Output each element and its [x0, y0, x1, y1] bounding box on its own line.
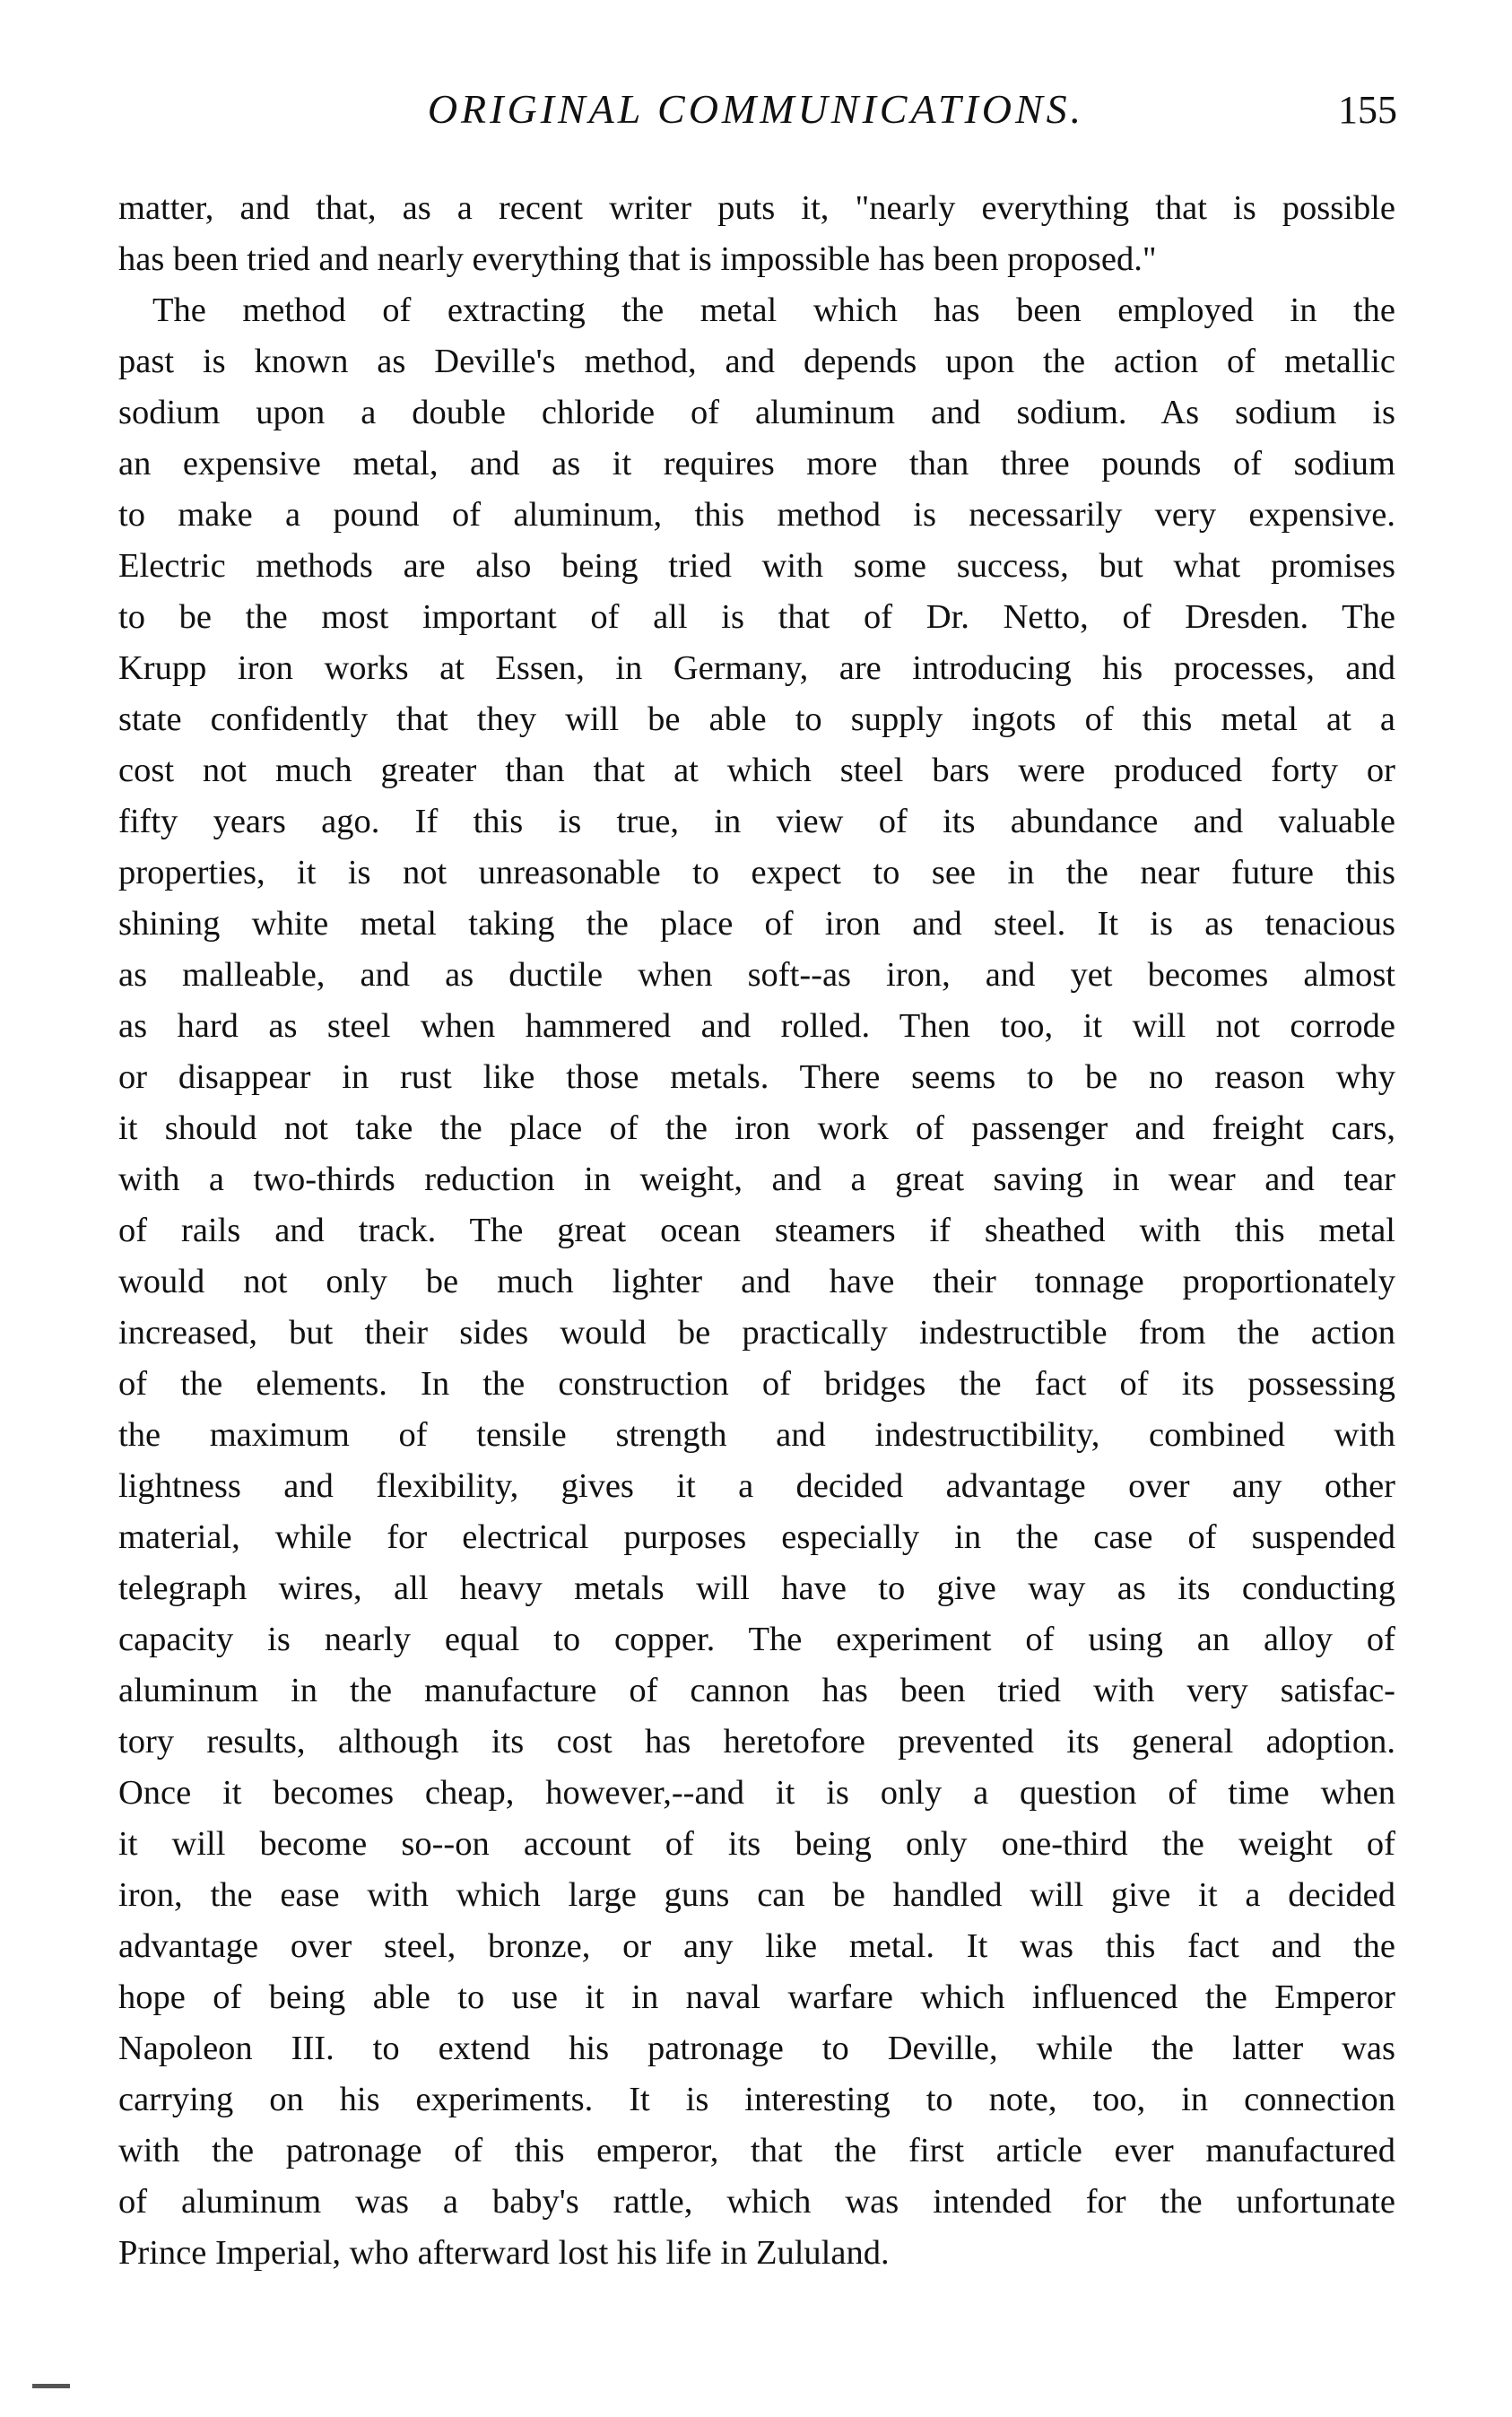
running-head: [0, 85, 1512, 139]
text-line: The method of extracting the metal which has been employed in the: [152, 291, 1395, 329]
text-line: fifty years ago. If this is true, in view of its abundance and valuable: [118, 803, 1395, 840]
text-line: shining white metal taking the place of iron and steel. It is as tenacious: [118, 905, 1395, 943]
text-line: it will become so--on account of its being only one-third the weight of: [118, 1825, 1395, 1863]
text-line: lightness and flexibility, gives it a decided advantage over any other: [118, 1467, 1395, 1505]
text-line: it should not take the place of the iron work of passenger and freight cars,: [118, 1109, 1395, 1147]
text-line: to be the most important of all is that of Dr. Netto, of Dresden. The: [118, 598, 1395, 636]
text-line: properties, it is not unreasonable to expect to see in the near future this: [118, 854, 1395, 891]
text-line: of rails and track. The great ocean steamers if sheathed with this metal: [118, 1212, 1395, 1249]
text-line: as malleable, and as ductile when soft--as iron, and yet becomes almost: [118, 956, 1395, 994]
text-line: Prince Imperial, who afterward lost his life in Zululand.: [118, 2234, 890, 2272]
page-number: 155: [1338, 88, 1397, 132]
text-line: with a two-thirds reduction in weight, and a great saving in wear and tear: [118, 1161, 1395, 1198]
text-line: aluminum in the manufacture of cannon has been tried with very satisfac-: [118, 1672, 1395, 1709]
text-line: iron, the ease with which large guns can be handled will give it a decided: [118, 1876, 1395, 1914]
text-line: material, while for electrical purposes especially in the case of suspended: [118, 1518, 1395, 1556]
text-line: Krupp iron works at Essen, in Germany, are introducing his processes, and: [118, 649, 1395, 687]
text-line: capacity is nearly equal to copper. The experiment of using an alloy of: [118, 1621, 1395, 1658]
text-line: state confidently that they will be able to supply ingots of this metal at a: [118, 700, 1395, 738]
text-line: cost not much greater than that at which steel bars were produced forty or: [118, 752, 1395, 789]
body-text: [118, 183, 1395, 2279]
text-line: hope of being able to use it in naval warfare which influenced the Emperor: [118, 1978, 1395, 2016]
text-line: past is known as Deville's method, and depends upon the action of metallic: [118, 343, 1395, 380]
text-line: matter, and that, as a recent writer puts it, "nearly everything that is possible: [118, 189, 1395, 227]
text-line: Once it becomes cheap, however,--and it is only a question of time when: [118, 1774, 1395, 1812]
text-line: an expensive metal, and as it requires more than three pounds of sodium: [118, 445, 1395, 483]
running-title: ORIGINAL COMMUNICATIONS.: [427, 86, 1085, 132]
text-line: telegraph wires, all heavy metals will have to give way as its conducting: [118, 1569, 1395, 1607]
text-line: or disappear in rust like those metals. There seems to be no reason why: [118, 1058, 1395, 1096]
scan-artifact-mark: [32, 2384, 70, 2388]
text-line: as hard as steel when hammered and rolled. Then too, it will not corrode: [118, 1007, 1395, 1045]
text-line: of aluminum was a baby's rattle, which was intended for the unfortunate: [118, 2183, 1395, 2221]
text-line: carrying on his experiments. It is interesting to note, too, in connection: [118, 2081, 1395, 2118]
text-line: advantage over steel, bronze, or any like metal. It was this fact and the: [118, 1927, 1395, 1965]
text-line: sodium upon a double chloride of aluminum and sodium. As sodium is: [118, 394, 1395, 431]
text-line: to make a pound of aluminum, this method is necessarily very expensive.: [118, 496, 1395, 534]
text-line: Napoleon III. to extend his patronage to Deville, while the latter was: [118, 2030, 1395, 2067]
text-line: has been tried and nearly everything that is impossible has been proposed.": [118, 240, 1157, 278]
text-line: tory results, although its cost has heretofore prevented its general adoption.: [118, 1723, 1395, 1761]
text-line: with the patronage of this emperor, that the first article ever manufactured: [118, 2132, 1395, 2169]
text-line: the maximum of tensile strength and indestructibility, combined with: [118, 1416, 1395, 1454]
text-line: of the elements. In the construction of bridges the fact of its possessing: [118, 1365, 1395, 1403]
text-line: would not only be much lighter and have their tonnage proportionately: [118, 1263, 1395, 1300]
text-line: Electric methods are also being tried with some success, but what promises: [118, 547, 1395, 585]
text-line: increased, but their sides would be practically indestructible from the action: [118, 1314, 1395, 1352]
